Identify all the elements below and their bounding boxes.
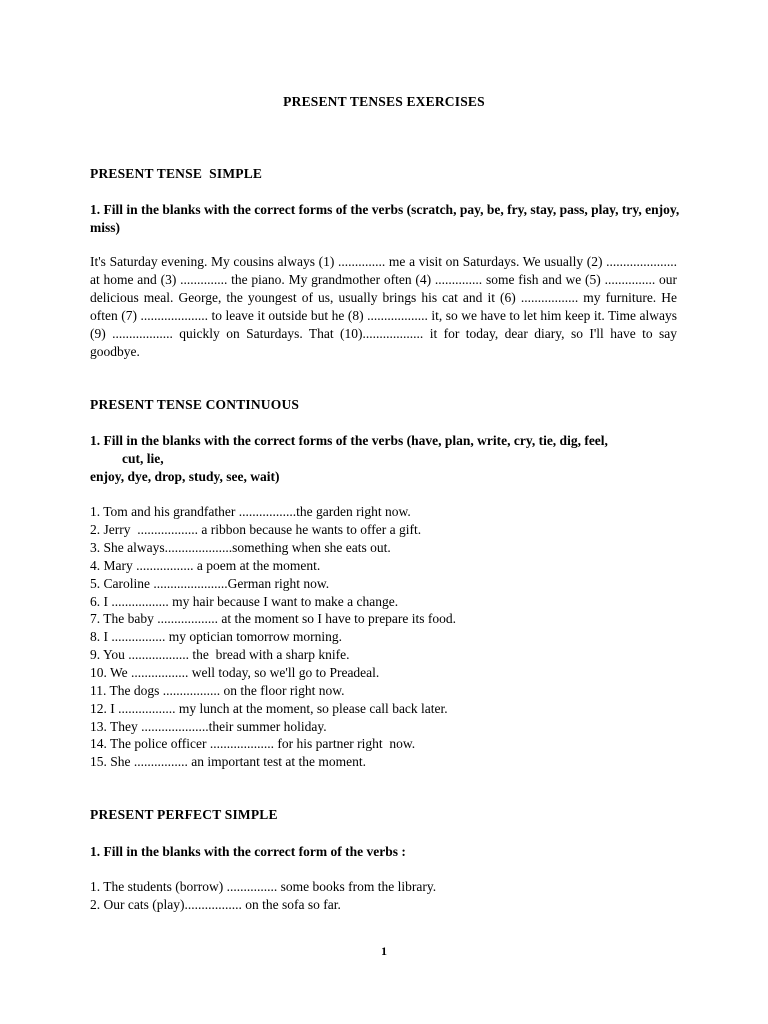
exercise-item: 5. Caroline ......................German right now. <box>90 576 330 591</box>
instruction-continuous-line3: enjoy, dye, drop, study, see, wait) <box>90 469 280 484</box>
exercise-item: 2. Jerry .................. a ribbon because he wants to offer a gift. <box>90 522 422 537</box>
exercise-item: 1. The students (borrow) ............... some books from the library. <box>90 879 437 894</box>
exercise-item: 3. She always....................something when she eats out. <box>90 540 391 555</box>
exercise-item: 10. We ................. well today, so we'll go to Preadeal. <box>90 665 380 680</box>
exercise-item: 13. They ....................their summer holiday. <box>90 719 327 734</box>
exercise-item: 1. Tom and his grandfather .................the garden right now. <box>90 504 411 519</box>
section-heading-perfect: PRESENT PERFECT SIMPLE <box>90 807 278 822</box>
page-number: 1 <box>381 944 387 958</box>
exercise-item: 6. I ................. my hair because I want to make a change. <box>90 594 399 609</box>
instruction-continuous-line1: 1. Fill in the blanks with the correct forms of the verbs (have, plan, write, cry, tie, dig, feel, <box>90 433 608 448</box>
instruction-continuous <box>90 432 680 486</box>
exercise-item: 12. I ................. my lunch at the moment, so please call back later. <box>90 701 448 716</box>
exercise-item: 11. The dogs ................. on the floor right now. <box>90 683 345 698</box>
instruction-simple: 1. Fill in the blanks with the correct forms of the verbs (scratch, pay, be, fry, stay, pass, play, try, enjoy, miss) <box>90 202 680 235</box>
exercise-item: 4. Mary ................. a poem at the moment. <box>90 558 321 573</box>
section-heading-simple: PRESENT TENSE SIMPLE <box>90 166 263 181</box>
exercise-item: 14. The police officer ................... for his partner right now. <box>90 736 416 751</box>
exercise-item: 8. I ................ my optician tomorrow morning. <box>90 629 342 644</box>
exercise-item: 2. Our cats (play)................. on the sofa so far. <box>90 897 341 912</box>
instruction-perfect: 1. Fill in the blanks with the correct form of the verbs : <box>90 844 406 859</box>
exercise-item: 15. She ................ an important test at the moment. <box>90 754 366 769</box>
exercise-item: 7. The baby .................. at the moment so I have to prepare its food. <box>90 611 457 626</box>
exercise-item: 9. You .................. the bread with a sharp knife. <box>90 647 350 662</box>
section-heading-continuous: PRESENT TENSE CONTINUOUS <box>90 397 300 412</box>
instruction-continuous-line2: cut, lie, <box>122 451 164 466</box>
exercise-paragraph-simple: It's Saturday evening. My cousins always (1) .............. me a visit on Saturdays. We usually (2) ..................... at home and (3) .............. the piano. My grandmother often (4) .............. some fish and we (5) ............... our delicious meal. George, the youngest of us, usually brings his cat and it (6) ................. my furniture. He often (7) .................... to leave it outside but he (8) .................. it, so we have to let him keep it. Time always (9) .................. quickly on Saturdays. That (10).................. it for today, dear diary, so I'll have to say goodbye. <box>90 254 677 359</box>
document-title: PRESENT TENSES EXERCISES <box>283 94 485 109</box>
